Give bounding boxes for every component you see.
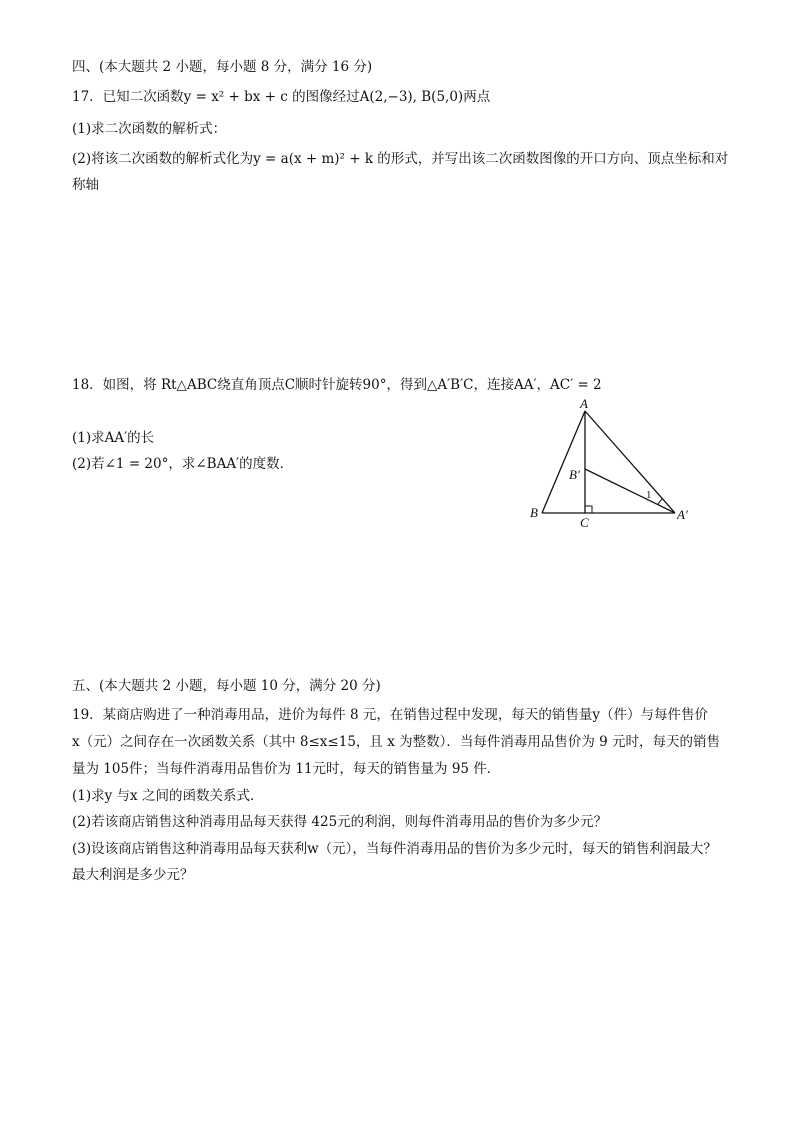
question-19-line-2: x（元）之间存在一次函数关系（其中 8≤x≤15，且 x 为整数）．当每件消毒用品售价为 9 元时，每天的销售 [72, 734, 721, 750]
label-C: C [580, 515, 589, 530]
right-angle-mark [585, 506, 592, 513]
question-19-part-2: (2)若该商店销售这种消毒用品每天获得 425元的利润，则每件消毒用品的售价为多少元？ [72, 814, 608, 830]
question-18-stem: 18．如图，将 Rt△ABC绕直角顶点C顺时针旋转90°，得到△A′B′C，连接AA′，AC′ = 2 [72, 377, 602, 393]
question-19-line-1: 19．某商店购进了一种消毒用品，进价为每件 8 元，在销售过程中发现，每天的销售量y（件）与每件售价 [72, 707, 708, 723]
segment-AA-prime [585, 411, 675, 513]
question-18-part-2: (2)若∠1 = 20°，求∠BAA′的度数． [72, 456, 294, 472]
question-19-line-3: 量为 105件；当每件消毒用品售价为 11元时，每天的销售量为 95 件． [72, 761, 501, 777]
angle-1-arc [658, 499, 663, 505]
question-18-part-1: (1)求AA′的长 [72, 430, 155, 446]
question-19-part-1: (1)求y 与x 之间的函数关系式． [72, 788, 264, 804]
question-17-part-2-line-2: 称轴 [72, 177, 99, 193]
question-17-stem: 17．已知二次函数y = x² + bx + c 的图像经过A(2,−3), B(5,0)两点 [72, 89, 491, 105]
label-angle-1: 1 [646, 489, 652, 501]
section-4-header: 四、(本大题共 2 小题，每小题 8 分，满分 16 分) [72, 59, 373, 75]
label-A: A [580, 396, 588, 411]
question-17-part-1: (1)求二次函数的解析式： [72, 121, 227, 137]
label-B-prime: B′ [569, 467, 580, 482]
segment-B-prime-A-prime [585, 469, 675, 513]
section-5-header: 五、(本大题共 2 小题，每小题 10 分，满分 20 分) [72, 678, 381, 694]
label-A-prime: A′ [677, 507, 688, 522]
question-17-part-2-line-1: (2)将该二次函数的解析式化为y = a(x + m)² + k 的形式，并写出该二次函数图像的开口方向、顶点坐标和对 [72, 151, 729, 167]
label-B: B [530, 505, 538, 520]
rotation-triangle-figure [520, 396, 710, 536]
question-19-part-3-line-2: 最大利润是多少元？ [72, 867, 194, 883]
question-19-part-3-line-1: (3)设该商店销售这种消毒用品每天获利w（元），当每件消毒用品的售价为多少元时，每天的销售利润最大？ [72, 841, 717, 857]
segment-AB [542, 411, 585, 513]
